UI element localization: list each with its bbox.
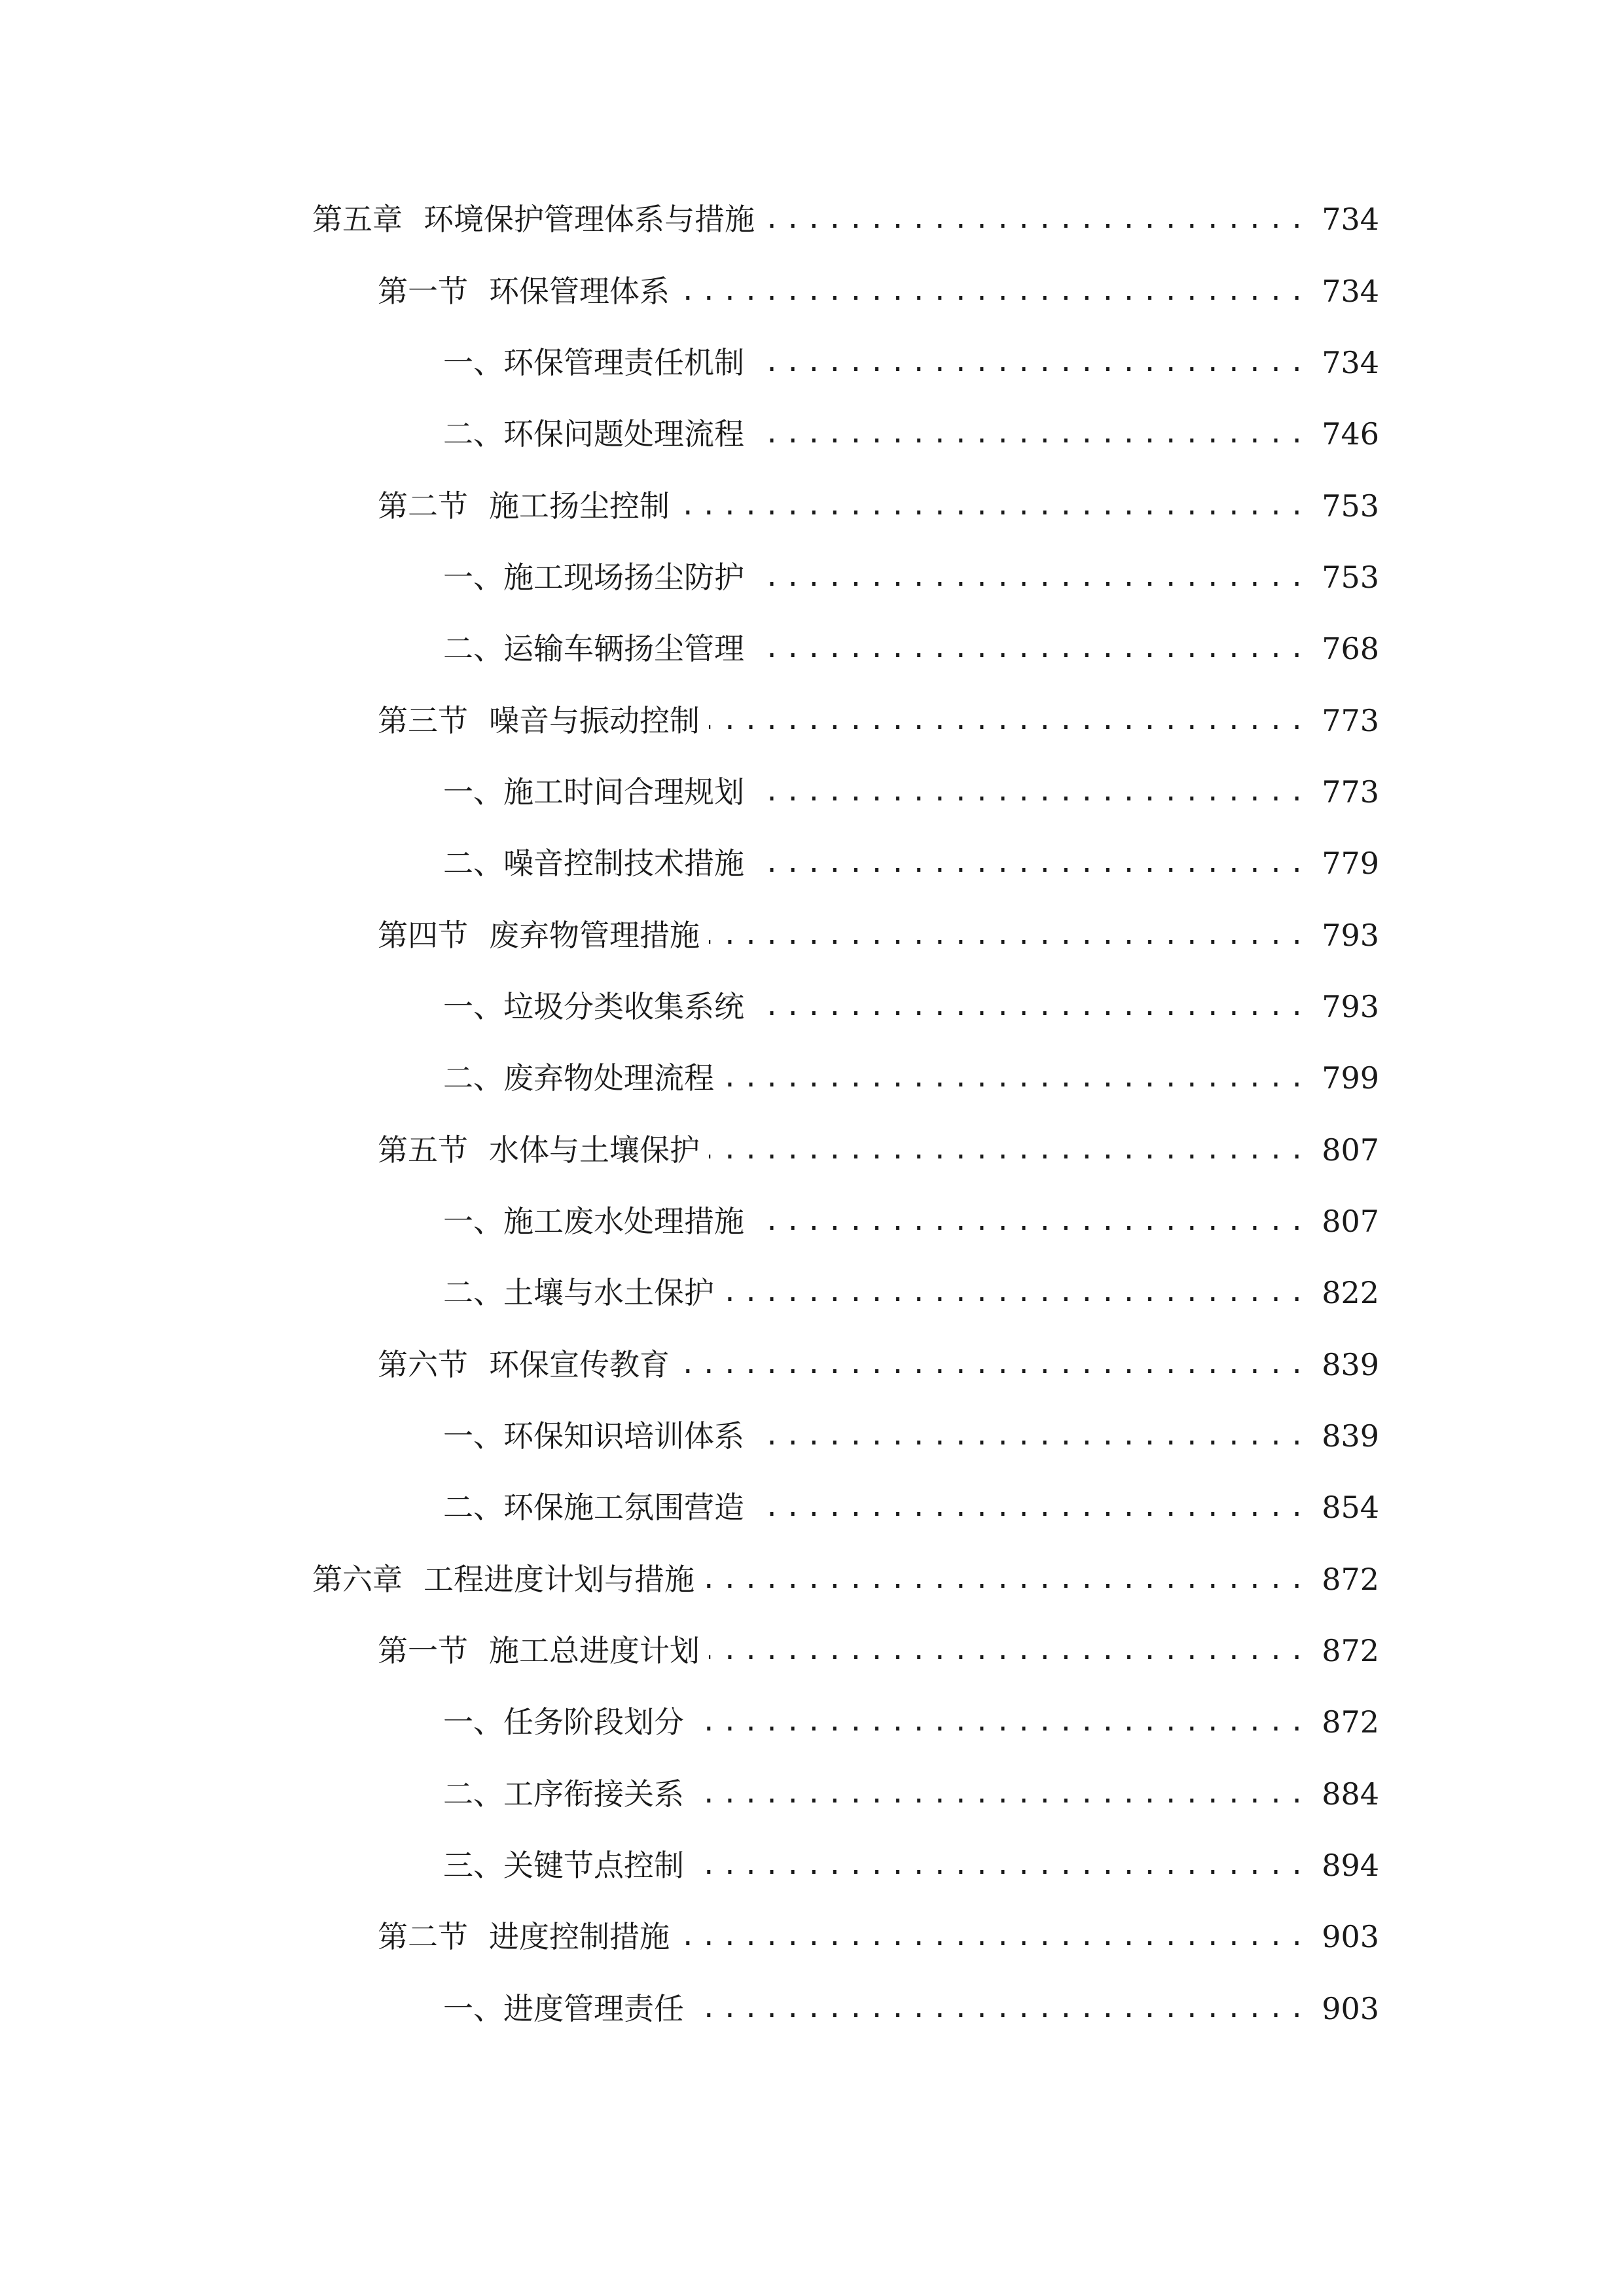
toc-entry[interactable]	[378, 694, 1379, 747]
toc-number: 一、	[443, 1418, 503, 1454]
toc-page-number: 884	[1322, 1776, 1379, 1812]
toc-title: 水体与土壤保护	[489, 1132, 700, 1168]
dot-leader	[679, 278, 1310, 304]
toc-title: 环保管理责任机制	[503, 345, 744, 380]
toc-title: 进度控制措施	[489, 1919, 670, 1954]
dot-leader	[693, 1996, 1310, 2022]
toc-number: 第五节	[378, 1132, 468, 1168]
dot-leader	[709, 1137, 1310, 1163]
toc-number: 一、	[443, 989, 503, 1024]
toc-title: 施工扬尘控制	[489, 488, 670, 524]
toc-page-number: 746	[1322, 416, 1379, 452]
toc-title: 环保知识培训体系	[503, 1418, 744, 1454]
toc-title: 进度管理责任	[503, 1991, 684, 2026]
dot-leader	[753, 850, 1310, 876]
dot-leader	[753, 779, 1310, 805]
toc-number: 二、	[443, 1776, 503, 1812]
dot-leader	[753, 564, 1310, 590]
toc-entry[interactable]	[312, 1553, 1379, 1605]
toc-entry[interactable]	[443, 766, 1379, 818]
toc-title: 施工时间合理规划	[503, 774, 744, 810]
toc-number: 二、	[443, 1060, 503, 1096]
toc-page-number: 854	[1322, 1490, 1379, 1525]
toc-number: 一、	[443, 560, 503, 595]
toc-number: 第二节	[378, 1919, 468, 1954]
dot-leader	[753, 1208, 1310, 1234]
toc-page-number: 734	[1322, 345, 1379, 380]
toc-page-number: 753	[1322, 488, 1379, 524]
toc-entry[interactable]	[378, 1338, 1379, 1391]
toc-title: 环保问题处理流程	[503, 416, 744, 452]
toc-title: 工序衔接关系	[503, 1776, 684, 1812]
toc-entry[interactable]	[378, 480, 1379, 532]
toc-entry[interactable]	[443, 1195, 1379, 1247]
toc-title: 噪音控制技术措施	[503, 846, 744, 881]
toc-entry[interactable]	[443, 1481, 1379, 1534]
toc-number: 第六节	[378, 1347, 468, 1382]
toc-title: 环境保护管理体系与措施	[424, 202, 755, 237]
dot-leader	[709, 922, 1310, 948]
toc-entry[interactable]	[443, 1839, 1379, 1892]
dot-leader	[693, 1852, 1310, 1878]
toc-entry[interactable]	[443, 1768, 1379, 1820]
dot-leader	[764, 206, 1310, 232]
dot-leader	[753, 350, 1310, 376]
toc-title: 废弃物管理措施	[489, 918, 700, 953]
toc-page-number: 768	[1322, 631, 1379, 666]
toc-page-number: 839	[1322, 1347, 1379, 1382]
toc-number: 第一节	[378, 1633, 468, 1668]
toc-page-number: 872	[1322, 1704, 1379, 1740]
toc-number: 一、	[443, 1204, 503, 1239]
dot-leader	[679, 1352, 1310, 1378]
toc-entry[interactable]	[443, 622, 1379, 675]
toc-title: 运输车辆扬尘管理	[503, 631, 744, 666]
toc-page-number: 822	[1322, 1275, 1379, 1310]
toc-title: 关键节点控制	[503, 1848, 684, 1883]
toc-number: 二、	[443, 416, 503, 452]
toc-page-number: 903	[1322, 1919, 1379, 1954]
toc-entry[interactable]	[443, 1982, 1379, 2035]
toc-page-number: 793	[1322, 989, 1379, 1024]
toc-number: 一、	[443, 774, 503, 810]
toc-entry[interactable]	[378, 909, 1379, 961]
dot-leader	[753, 421, 1310, 447]
toc-number: 二、	[443, 631, 503, 666]
toc-entry[interactable]	[443, 336, 1379, 389]
toc-page-number: 807	[1322, 1132, 1379, 1168]
toc-number: 第六章	[312, 1562, 403, 1597]
toc-page-number: 894	[1322, 1848, 1379, 1883]
toc-entry[interactable]	[443, 837, 1379, 889]
dot-leader	[679, 493, 1310, 519]
toc-entry[interactable]	[378, 265, 1379, 317]
toc-page-number: 773	[1322, 703, 1379, 738]
toc-number: 二、	[443, 846, 503, 881]
toc-number: 一、	[443, 1991, 503, 2026]
toc-entry[interactable]	[443, 1052, 1379, 1104]
toc-page-number: 807	[1322, 1204, 1379, 1239]
toc-title: 垃圾分类收集系统	[503, 989, 744, 1024]
toc-title: 土壤与水土保护	[503, 1275, 714, 1310]
toc-page-number: 779	[1322, 846, 1379, 881]
toc-entry[interactable]	[443, 980, 1379, 1033]
toc-title: 环保管理体系	[489, 274, 670, 309]
dot-leader	[709, 708, 1310, 734]
toc-entry[interactable]	[443, 1410, 1379, 1462]
toc-page-number: 872	[1322, 1633, 1379, 1668]
toc-title: 施工总进度计划	[489, 1633, 700, 1668]
toc-title: 施工废水处理措施	[503, 1204, 744, 1239]
toc-page-number: 734	[1322, 274, 1379, 309]
dot-leader	[753, 636, 1310, 662]
toc-entry[interactable]	[443, 408, 1379, 460]
toc-number: 二、	[443, 1490, 503, 1525]
toc-title: 环保宣传教育	[489, 1347, 670, 1382]
toc-entry[interactable]	[378, 1124, 1379, 1176]
toc-entry[interactable]	[443, 1696, 1379, 1748]
dot-leader	[753, 994, 1310, 1020]
toc-page-number: 872	[1322, 1562, 1379, 1597]
dot-leader	[693, 1709, 1310, 1735]
toc-number: 二、	[443, 1275, 503, 1310]
dot-leader	[753, 1423, 1310, 1449]
toc-page-number: 799	[1322, 1060, 1379, 1096]
toc-page-number: 793	[1322, 918, 1379, 953]
toc-title: 施工现场扬尘防护	[503, 560, 744, 595]
dot-leader	[723, 1065, 1310, 1091]
toc-title: 任务阶段划分	[503, 1704, 684, 1740]
toc-number: 第二节	[378, 488, 468, 524]
toc-entry[interactable]	[443, 1266, 1379, 1319]
dot-leader	[723, 1280, 1310, 1306]
toc-title: 工程进度计划与措施	[424, 1562, 695, 1597]
toc-page-number: 753	[1322, 560, 1379, 595]
toc-title: 噪音与振动控制	[489, 703, 700, 738]
toc-page-number: 734	[1322, 202, 1379, 237]
dot-leader	[704, 1566, 1310, 1592]
toc-number: 第一节	[378, 274, 468, 309]
toc-number: 三、	[443, 1848, 503, 1883]
toc-entry[interactable]	[378, 1624, 1379, 1677]
toc-title: 环保施工氛围营造	[503, 1490, 744, 1525]
toc-entry[interactable]	[443, 551, 1379, 603]
toc-page-number: 773	[1322, 774, 1379, 810]
toc-number: 一、	[443, 1704, 503, 1740]
toc-number: 第五章	[312, 202, 403, 237]
toc-page-number: 903	[1322, 1991, 1379, 2026]
toc-title: 废弃物处理流程	[503, 1060, 714, 1096]
toc-number: 第三节	[378, 703, 468, 738]
toc-number: 第四节	[378, 918, 468, 953]
toc-page-number: 839	[1322, 1418, 1379, 1454]
dot-leader	[693, 1781, 1310, 1807]
toc-entry[interactable]	[312, 193, 1379, 245]
dot-leader	[709, 1638, 1310, 1664]
toc-entry[interactable]	[378, 1910, 1379, 1963]
dot-leader	[753, 1494, 1310, 1520]
toc-number: 一、	[443, 345, 503, 380]
dot-leader	[679, 1924, 1310, 1950]
